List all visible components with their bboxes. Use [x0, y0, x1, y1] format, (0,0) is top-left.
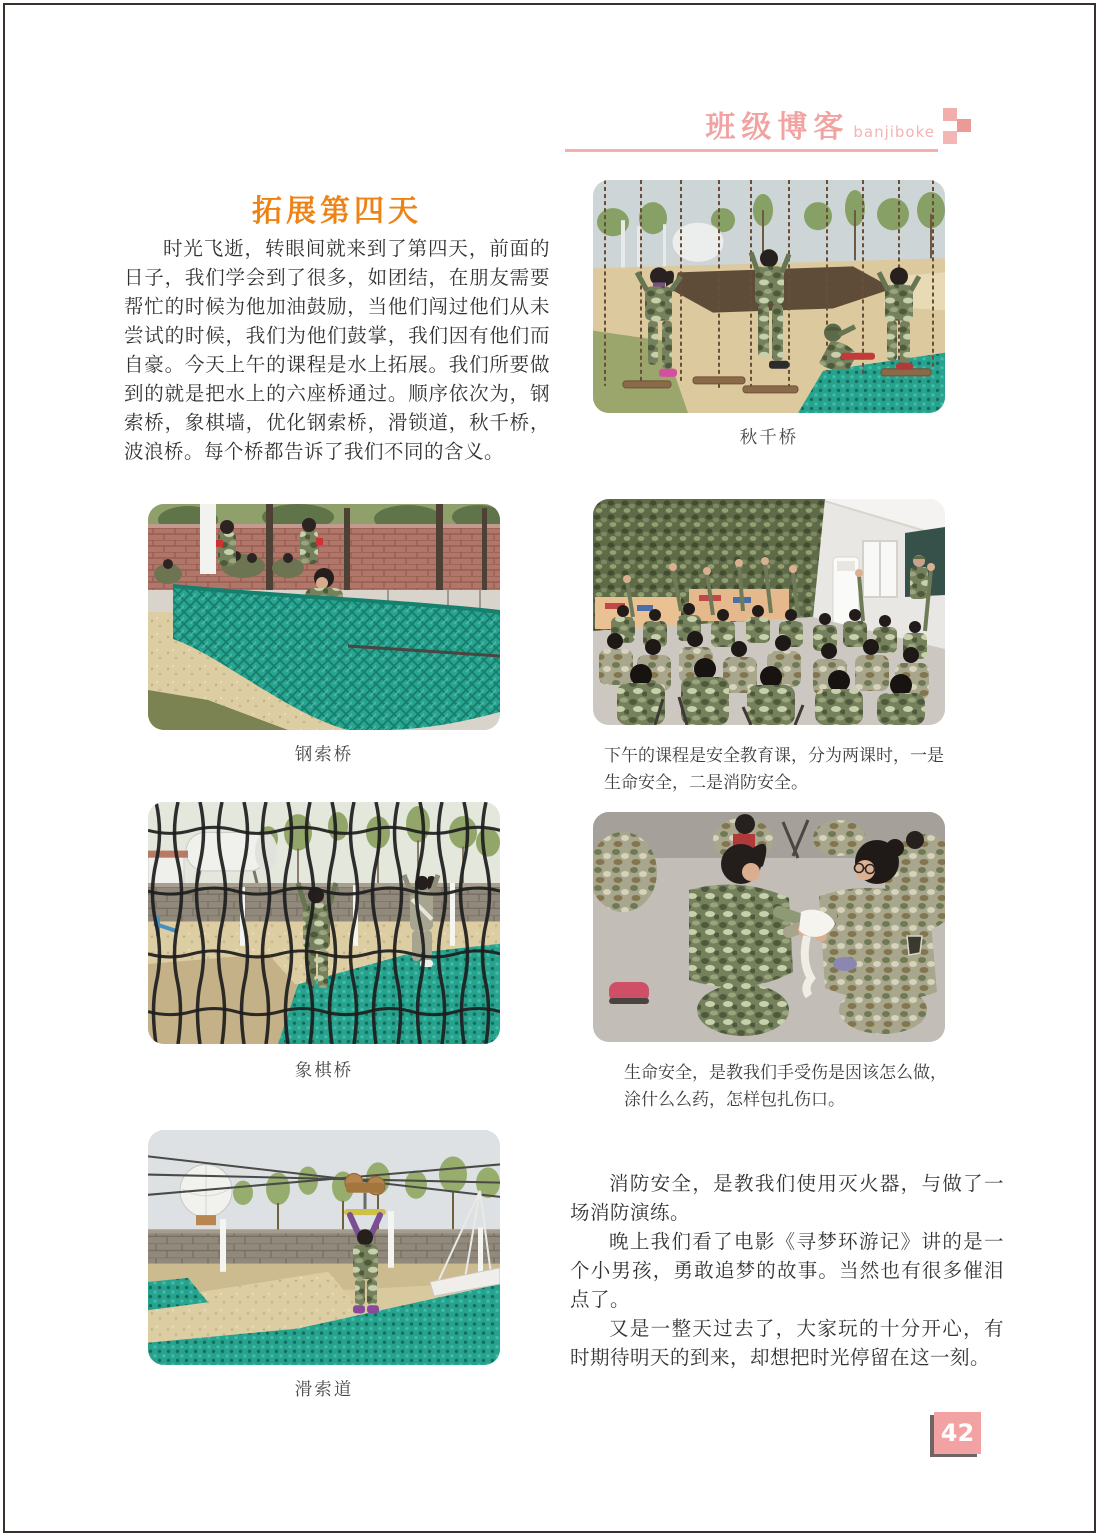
cable-bridge-illustration: [148, 504, 500, 730]
pixel-square: [943, 108, 957, 121]
header-subtitle: banjiboke: [853, 123, 935, 141]
closing-paragraph-1: 消防安全，是教我们使用灭火器，与做了一场消防演练。: [570, 1172, 1004, 1224]
article-title: 拓展第四天: [252, 194, 422, 229]
photo-chess-bridge: [148, 802, 500, 1044]
photo-zipline: [148, 1130, 500, 1365]
caption-cable-bridge: 钢索桥: [294, 745, 354, 765]
note-first-aid: 生命安全，是教我们手受伤是因该怎么做，涂什么么药，怎样包扎伤口。: [624, 1063, 947, 1110]
caption-zipline: 滑索道: [294, 1380, 354, 1400]
photo-first-aid: [593, 812, 945, 1042]
closing-paragraph-2: 晚上我们看了电影《寻梦环游记》讲的是一个小男孩，勇敢追梦的故事。当然也有很多催泪点了。: [570, 1230, 1004, 1311]
photo-cable-bridge: [148, 504, 500, 730]
photo-classroom: [593, 499, 945, 725]
swing-bridge-illustration: [593, 180, 945, 413]
closing-paragraph-3: 又是一整天过去了，大家玩的十分开心，有时期待明天的到来，却想把时光停留在这一刻。: [570, 1317, 1004, 1369]
pixel-square: [957, 119, 971, 132]
header-title: 班级博客: [705, 110, 850, 145]
zipline-illustration: [148, 1130, 500, 1365]
caption-swing-bridge: 秋千桥: [739, 428, 799, 448]
caption-chess-bridge: 象棋桥: [294, 1061, 354, 1081]
classroom-illustration: [593, 499, 945, 725]
note-classroom: 下午的课程是安全教育课，分为两课时，一是生命安全，二是消防安全。: [604, 746, 944, 793]
pixel-squares-icon: [941, 106, 973, 146]
closing-paragraphs: [570, 1169, 1004, 1372]
first-aid-illustration: [593, 812, 945, 1042]
page-number-badge: 42: [934, 1412, 981, 1454]
header-underline: [565, 149, 938, 152]
pixel-square: [943, 131, 957, 144]
photo-swing-bridge: [593, 180, 945, 413]
chess-bridge-illustration: [148, 802, 500, 1044]
article-intro: 时光飞逝，转眼间就来到了第四天，前面的日子，我们学会到了很多，如团结，在朋友需要帮忙的时候为他加油鼓励，当他们闯过他们从未尝试的时候，我们为他们鼓掌，我们因有他们而自豪。今天上午的课程是水上拓展。我们所要做到的就是把水上的六座桥通过。顺序依次为，钢索桥，象棋墙，优化钢索桥，滑锁道，秋千桥，波浪桥。每个桥都告诉了我们不同的含义。: [124, 237, 550, 463]
page-header: [565, 108, 935, 148]
